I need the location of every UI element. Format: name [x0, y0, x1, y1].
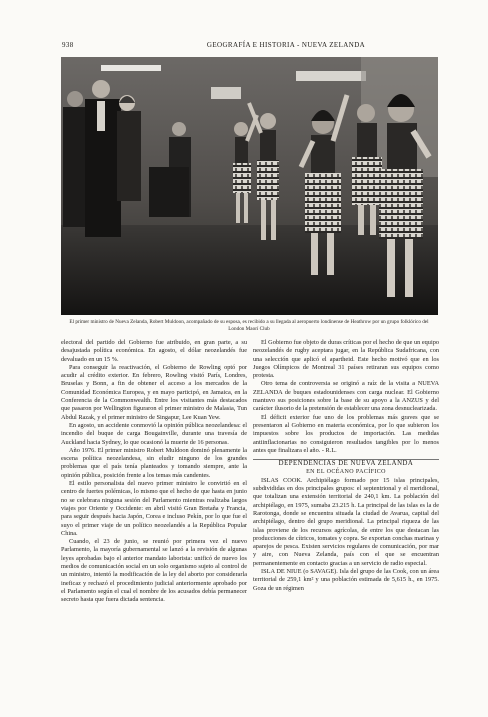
page-header [62, 39, 442, 53]
right-column [253, 339, 439, 709]
page-number: 938 [62, 41, 74, 49]
ceiling-light [101, 65, 161, 71]
paragraph: ISLAS COOK. Archipiélago formado por 15 islas principales, subdivididas en dos principales grupos: el septentrional y el meridional, que totalizan una extensión territorial de 240,1 km. La población del archipiélago, en 1975, sumaba 23.215 h. La principal de las islas es la de Rarotonga, donde se encuentra situada la ciudad de Avarua, capital del archipiélago, dentro del grupo meridional. La principal riqueza de las islas proviene de los recursos agrícolas, de entre los que destacan las producciones de cítricos, tomates y copra. Se exportan conchas marinas y aparejos de pesca. Existen servicios regulares de comunicación, por mar y aire, con Nueva Zelanda, país con el que se encuentran permanentemente en contacto gracias a un servicio de radio especial. [253, 476, 439, 567]
running-title: GEOGRAFÍA E HISTORIA - NUEVA ZELANDA [206, 41, 366, 49]
paragraph: Otro tema de controversia se originó a raíz de la visita a NUEVA ZELANDA de buques estadounidenses con carga nuclear. El Gobierno mantuvo sus posiciones sobre la base de su apoyo a la ANZUS y del carácter ilusorio de la pretensión de establecer una zona desnuclearizada. [253, 380, 439, 413]
section-subtitle: EN EL OCÉANO PACÍFICO [306, 469, 386, 476]
paragraph: ISLA DE NIUE (o SAVAGE). Isla del grupo de las Cook, con un área territorial de 259,1 km² y una población estimada de 5,615 h., en 1975. Goza de un régimen [253, 568, 439, 592]
photo [61, 57, 438, 315]
ceiling-light [296, 71, 366, 81]
left-column [61, 339, 247, 709]
paragraph: Año 1976. El primer ministro Robert Muldoon dominó plenamente la escena política neozelandesa, sin eludir ninguno de los grandes problemas que el país tenía planteados y tomando siempre, ante la opinión pública, posición frente a los temas más candentes. [61, 446, 247, 479]
table [149, 167, 189, 217]
photo-illustration [61, 57, 438, 315]
photo-caption: El primer ministro de Nueva Zelanda, Robert Muldoon, acompañado de su esposa, es recibido a su llegada al aeropuerto londinense de Heathrow por un grupo folklórico del London Maorí Club [69, 319, 429, 332]
paragraph: Para conseguir la reactivación, el Gobierno de Rowling optó por acudir al crédito exterior. En febrero, Rowling visitó París, Londres, Bruselas y Bonn, a fin de obtener el acceso a los mercados de la Comunidad Económica Europea, y en mayo participó, en Jamaica, en la Conferencia de la Commonwealth. Entre los visitantes más destacados que pasaron por Wellington figuraron el primer ministro de Malasia, Tun Abdul Razak, y el primer ministro de Singapur, Lee Kuan Yew. [61, 363, 247, 421]
paragraph: En agosto, un accidente conmovió la opinión pública neozelandesa: el incendio del buque de carga Bougainville, durante una travesía de Auckland hacia Sydney, lo que ocasionó la muerte de 16 personas. [61, 421, 247, 446]
section-title: DEPENDENCIAS DE NUEVA ZELANDA [278, 460, 414, 468]
ceiling-light [211, 87, 241, 99]
paragraph: electoral del partido del Gobierno fue atribuido, en gran parte, a su desajustada política económica. En agosto, el dólar neozelandés fue devaluado en un 15 %. [61, 339, 247, 363]
paragraph: El estilo personalista del nuevo primer ministro le convirtió en el centro de fuertes polémicas, lo mismo que el hecho de que hasta en junio no se celebrara ninguna sesión del Parlamento mientras realizaba largos viajes por Oriente y Occidente: en abril visitó Gran Bretaña y Francia, para seguir después hacia Japón, Corea e incluso Pekín, por lo que fue el suyo el primer viaje de un político neozelandés a la República Popular China. [61, 480, 247, 537]
paragraph: El Gobierno fue objeto de duras críticas por el hecho de que un equipo neozelandés de rugby aceptara jugar, en la República Sudafricana, con una selección que aplicó el apartheid. Este hecho motivó que en los Juegos Olímpicos de Montreal 31 países retiraran sus equipos como protesta. [253, 339, 439, 380]
paragraph: El déficit exterior fue uno de los problemas más graves que se presentaron al Gobierno en materia económica, por lo que subieron los impuestos sobre los productos de importación. Las medidas antiinflacionarias no consiguieron resultados tangibles por lo menos antes que finalizara el año. - R.L. [253, 413, 439, 454]
paragraph: Cuando, el 23 de junio, se reunió por primera vez el nuevo Parlamento, la mayoría gubernamental se lanzó a la revisión de algunas leyes aprobadas bajo el anterior mandato laborista: unificó de nuevo los medios de comunicación social en un solo organismo sujeto al control de un ministro, intentó la modificación de la ley del aborto por considerarla ineficaz y rechazó el procedimiento judicial anteriormente aprobado por el Parlamento según el cual el nombre de los acusados debía permanecer secreto hasta que fuera dictada sentencia. [61, 538, 247, 604]
